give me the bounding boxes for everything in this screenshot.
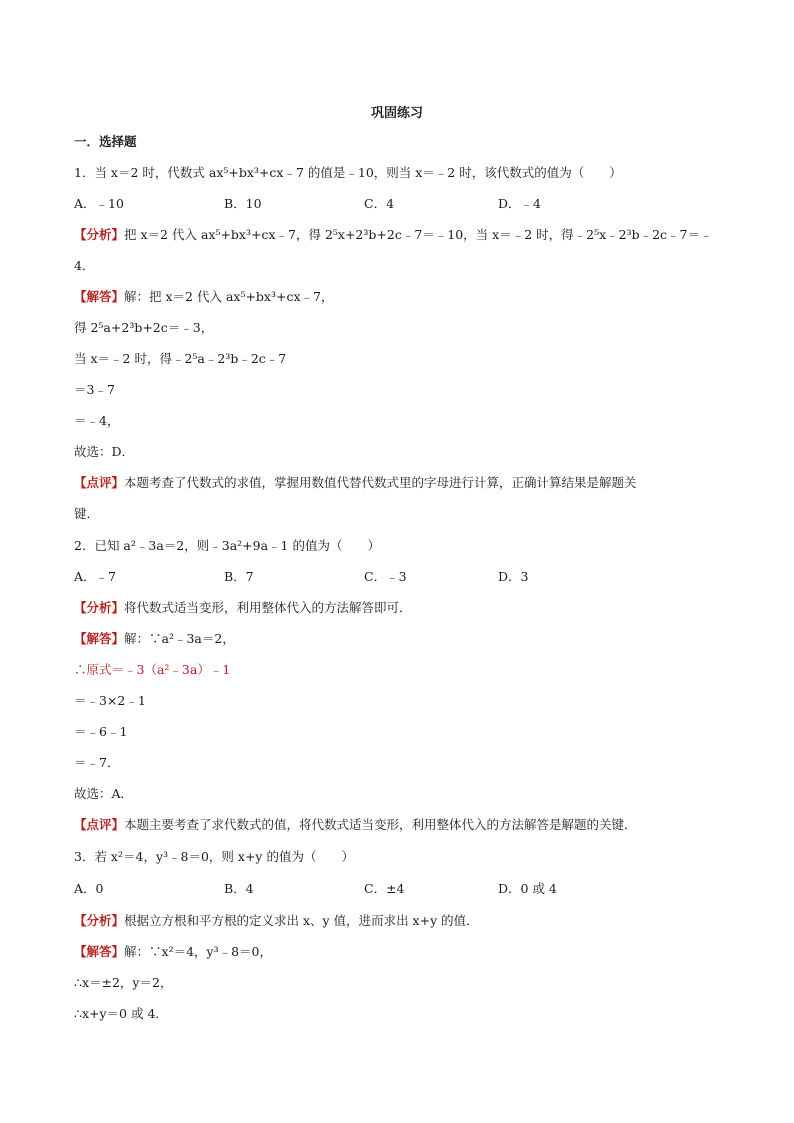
- analysis-label: 【分析】: [74, 913, 125, 928]
- q3-stem: 3．若 x²＝4，y³﹣8＝0，则 x+y 的值为（ ）: [74, 849, 354, 864]
- comment-label: 【点评】: [74, 817, 125, 832]
- q3-option-d: D．0 或 4: [498, 881, 557, 896]
- page-title: 巩固练习: [370, 106, 423, 121]
- section-heading: 一．选择题: [74, 134, 137, 149]
- q2-option-d: D．3: [498, 569, 529, 584]
- q1-option-c: C．4: [364, 196, 395, 211]
- q1-step-3: ＝3﹣7: [74, 382, 115, 397]
- q2-option-c: C．﹣3: [364, 569, 407, 584]
- q2-comment: [74, 816, 637, 834]
- answer-label: 【解答】: [74, 944, 125, 959]
- q2-analysis: [74, 599, 412, 617]
- q3-option-b: B．4: [224, 881, 254, 896]
- q1-answer-text: 解：把 x＝2 代入 ax⁵+bx³+cx﹣7，: [124, 289, 334, 304]
- q1-analysis-cont: 4．: [74, 258, 95, 273]
- q3-step-1: ∴x＝±2，y＝2，: [74, 975, 173, 990]
- q2-answer: [74, 630, 235, 648]
- q1-option-b: B．10: [224, 196, 262, 211]
- q3-analysis-text: 根据立方根和平方根的定义求出 x、y 值，进而求出 x+y 的值．: [124, 913, 479, 928]
- q1-comment: [74, 474, 637, 492]
- q2-step-2: ＝﹣3×2﹣1: [74, 693, 146, 708]
- q2-step-3: ＝﹣6﹣1: [74, 724, 128, 739]
- q1-step-4: ＝﹣4，: [74, 413, 120, 428]
- q3-analysis: [74, 912, 479, 930]
- q1-answer: [74, 288, 333, 306]
- q2-step-1: ∴原式＝﹣3（a²﹣3a）﹣1: [74, 662, 231, 677]
- q1-comment-cont: 键．: [74, 506, 100, 521]
- q3-option-c: C．±4: [364, 881, 405, 896]
- q1-step-1: 得 2⁵a+2³b+2c＝﹣3，: [74, 320, 214, 335]
- q2-analysis-text: 将代数式适当变形，利用整体代入的方法解答即可．: [124, 600, 412, 615]
- q1-choice: 故选：D．: [74, 444, 135, 459]
- comment-label: 【点评】: [74, 475, 125, 490]
- analysis-label: 【分析】: [74, 227, 125, 242]
- answer-label: 【解答】: [74, 289, 125, 304]
- answer-label: 【解答】: [74, 631, 125, 646]
- q2-option-b: B．7: [224, 569, 254, 584]
- q1-analysis-text: 把 x＝2 代入 ax⁵+bx³+cx﹣7，得 2⁵x+2³b+2c﹣7＝﹣10，当 x＝﹣2 时，得﹣2⁵x﹣2³b﹣2c﹣7＝﹣: [124, 227, 713, 242]
- q1-option-a: A．﹣10: [74, 196, 124, 211]
- q1-option-d: D．﹣4: [498, 196, 541, 211]
- q2-answer-text: 解：∵a²﹣3a＝2，: [124, 631, 235, 646]
- q1-comment-text: 本题考查了代数式的求值，掌握用数值代替代数式里的字母进行计算，正确计算结果是解题关: [124, 475, 637, 490]
- q1-analysis: [74, 226, 713, 244]
- analysis-label: 【分析】: [74, 600, 125, 615]
- q1-stem: 1．当 x＝2 时，代数式 ax⁵+bx³+cx﹣7 的值是﹣10，则当 x＝﹣2 时，该代数式的值为（ ）: [74, 165, 622, 180]
- q3-answer: [74, 943, 272, 961]
- q2-stem: 2．已知 a²﹣3a＝2，则﹣3a²+9a﹣1 的值为（ ）: [74, 538, 380, 553]
- q3-answer-text: 解：∵x²＝4，y³﹣8＝0，: [124, 944, 273, 959]
- q3-step-2: ∴x+y＝0 或 4．: [74, 1006, 168, 1021]
- q2-step-4: ＝﹣7．: [74, 755, 120, 770]
- q3-option-a: A．0: [74, 881, 104, 896]
- q2-option-a: A．﹣7: [74, 569, 116, 584]
- q1-step-2: 当 x＝﹣2 时，得﹣2⁵a﹣2³b﹣2c﹣7: [74, 351, 287, 366]
- q2-choice: 故选：A．: [74, 786, 134, 801]
- q2-comment-text: 本题主要考查了求代数式的值，将代数式适当变形，利用整体代入的方法解答是解题的关键．: [124, 817, 637, 832]
